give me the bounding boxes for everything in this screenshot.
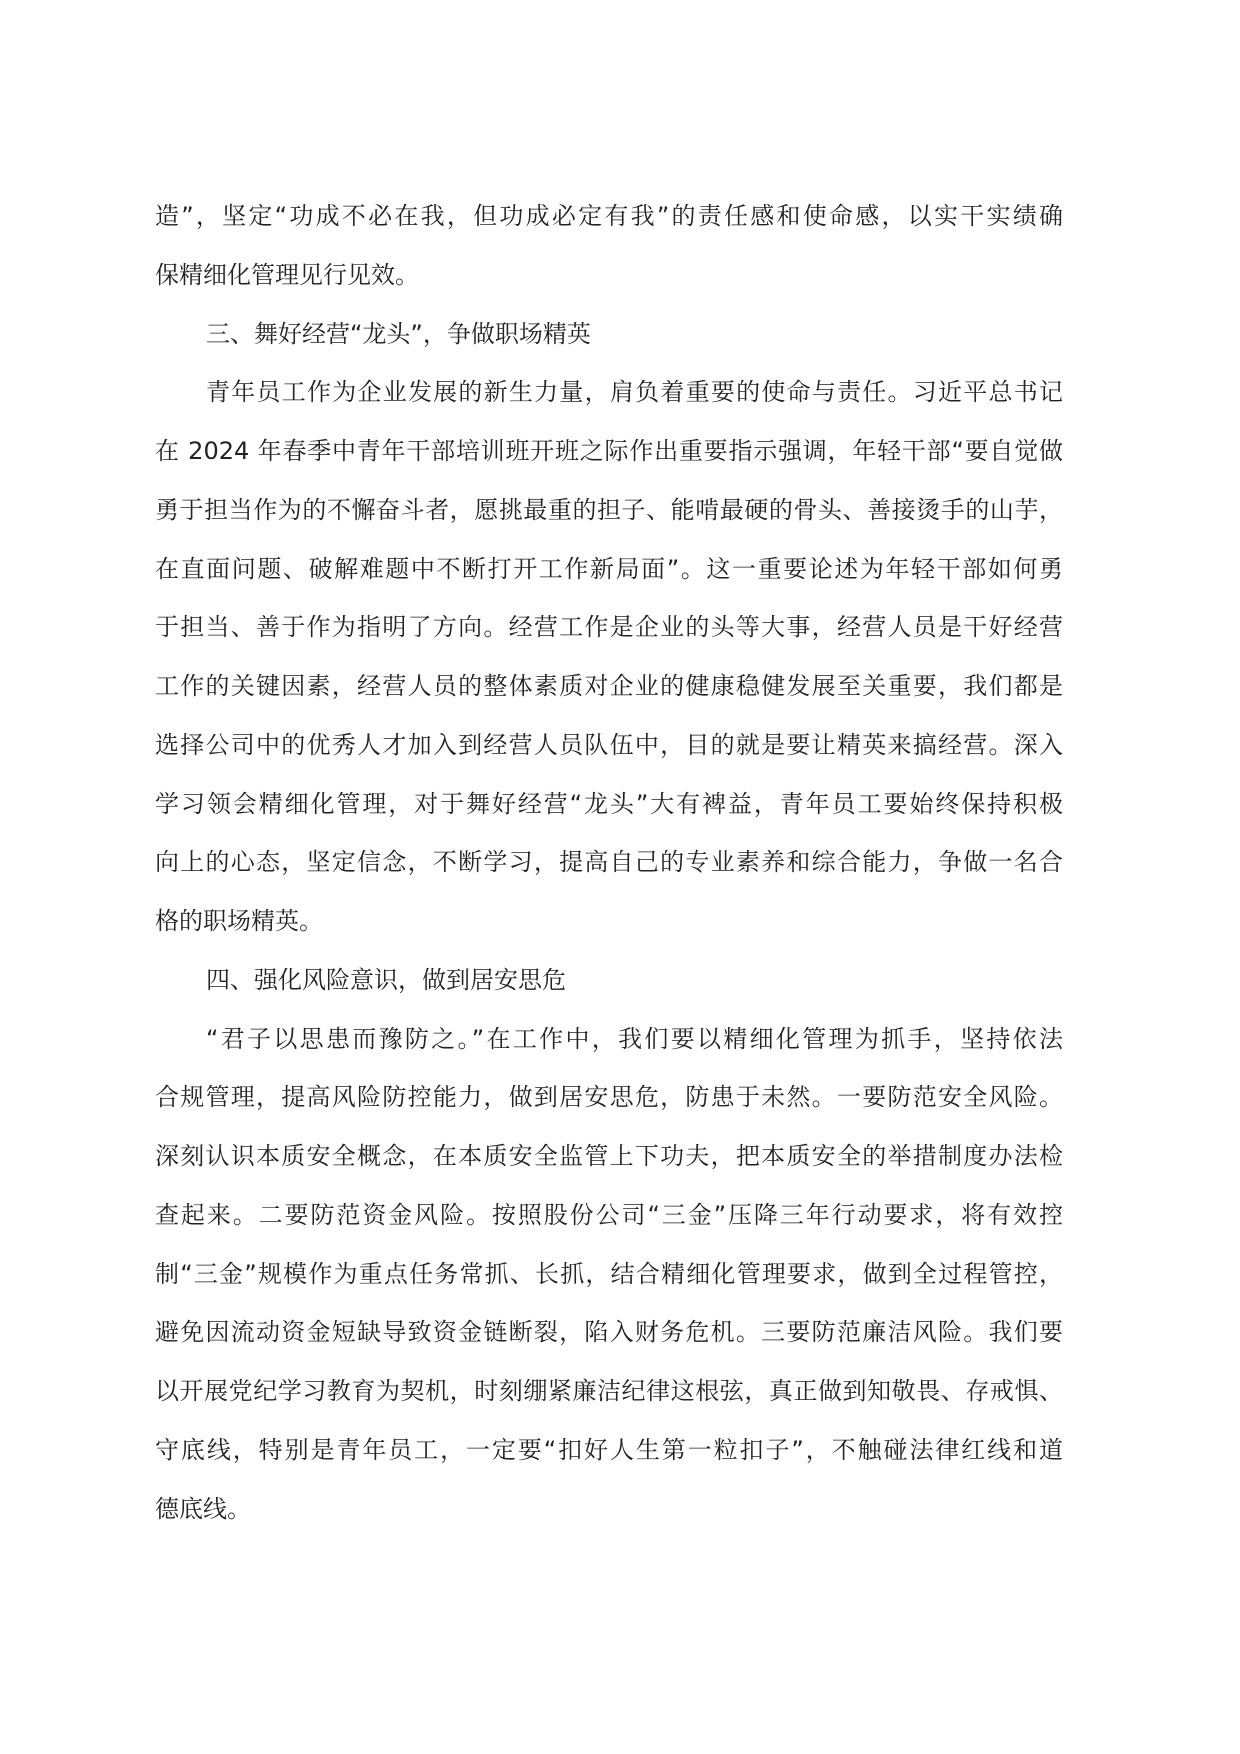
text-line: 守底线，特别是青年员工，一定要“扣好人生第一粒扣子”，不触碰法律红线和道 [155,1435,1063,1464]
section-4-paragraph [155,1010,1063,1539]
text-line: 于担当、善于作为指明了方向。经营工作是企业的头等大事，经营人员是干好经营 [155,613,1063,642]
text-line: 格的职场精英。 [155,907,323,935]
text-line: 德底线。 [155,1494,251,1523]
text-line: 避免因流动资金短缺导致资金链断裂，陷入财务危机。三要防范廉洁风险。我们要 [155,1318,1063,1347]
text-line: 深刻认识本质安全概念，在本质安全监管上下功夫，把本质安全的举措制度办法检 [155,1142,1063,1170]
text-line: 造”，坚定“功成不必在我，但功成必定有我”的责任感和使命感，以实干实绩确 [155,202,1063,230]
section-3-heading: 三、舞好经营“龙头”，争做职场精英 [206,319,591,348]
section-3-paragraph [155,363,1063,951]
document-page [155,187,1063,1538]
text-line: 在 2024 年春季中青年干部培训班开班之际作出重要指示强调，年轻干部“要自觉做 [155,437,1063,465]
text-line: 选择公司中的优秀人才加入到经营人员队伍中，目的就是要让精英来搞经营。深入 [155,730,1063,759]
text-line: “君子以思患而豫防之。”在工作中，我们要以精细化管理为抓手，坚持依法 [206,1024,1063,1053]
text-line: 向上的心态，坚定信念，不断学习，提高自己的专业素养和综合能力，争做一名合 [155,848,1063,877]
text-line: 在直面问题、破解难题中不断打开工作新局面”。这一重要论述为年轻干部如何勇 [155,554,1063,583]
text-line: 合规管理，提高风险防控能力，做到居安思危，防患于未然。一要防范安全风险。 [155,1083,1063,1112]
text-line: 制“三金”规模作为重点任务常抓、长抓，结合精细化管理要求，做到全过程管控， [155,1259,1063,1288]
text-line: 勇于担当作为的不懈奋斗者，愿挑最重的担子、能啃最硬的骨头、善接烫手的山芋， [155,495,1063,524]
text-line: 保精细化管理见行见效。 [155,260,419,289]
text-line: 查起来。二要防范资金风险。按照股份公司“三金”压降三年行动要求，将有效控 [155,1200,1063,1229]
text-line: 工作的关键因素，经营人员的整体素质对企业的健康稳健发展至关重要，我们都是 [155,672,1063,700]
text-line: 以开展党纪学习教育为契机，时刻绷紧廉洁纪律这根弦，真正做到知敬畏、存戒惧、 [155,1377,1063,1405]
text-line: 青年员工作为企业发展的新生力量，肩负着重要的使命与责任。习近平总书记 [206,378,1063,407]
section-4-heading: 四、强化风险意识，做到居安思危 [206,965,566,994]
intro-paragraph [155,187,1063,305]
text-line: 学习领会精细化管理，对于舞好经营“龙头”大有裨益，青年员工要始终保持积极 [155,789,1063,818]
